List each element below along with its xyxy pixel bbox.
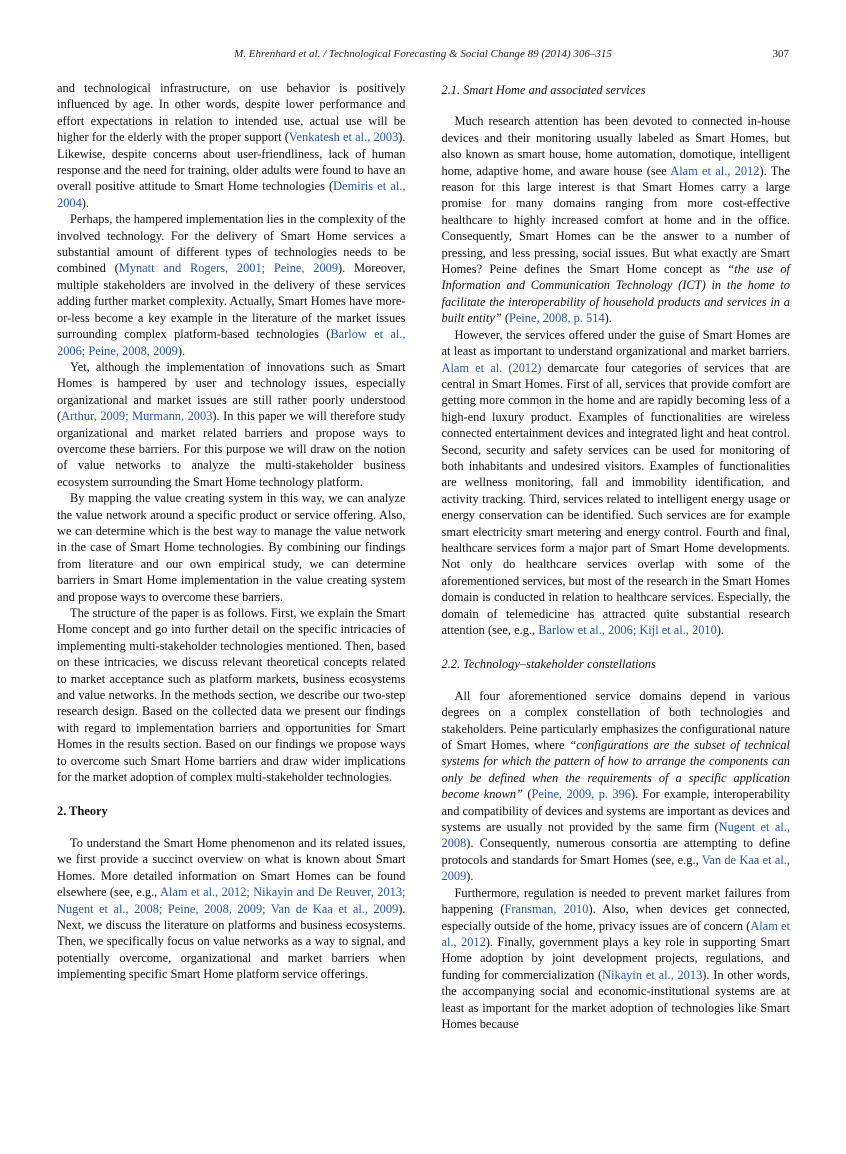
paragraph: [442, 113, 791, 326]
text-run: However, the services offered under the guise of Smart Homes are at least as important to understand organizational and market barriers.: [441, 327, 790, 359]
paragraph: [57, 80, 406, 211]
citation-link[interactable]: Demiris et al., 2004: [57, 179, 406, 210]
text-run: ).: [716, 623, 725, 637]
citation-link[interactable]: Nikayin et al., 2013: [602, 967, 703, 982]
text-run: ). For example, interoperability and compatibility of devices and systems are important as devices and systems are usually not provided by the same firm (: [441, 787, 790, 835]
paragraph: [442, 327, 791, 639]
text-run: ). Next, we discuss the literature on platforms and business ecosystems. Then, we specifically focus on value networks as a way to signal, and potentially overcome, organizational and market barriers when implementing specific Smart Home platform service offerings.: [57, 901, 406, 982]
text-run: ). In this paper we will therefore study organizational and market related barriers and propose ways to overcome these barriers. For this purpose we will draw on the notion of value networks to analyze the multi-stakeholder business ecosystem surrounding the Smart Home technology platform.: [57, 409, 406, 489]
text-run: Yet, although the implementation of innovations such as Smart Homes is hampered by user and technology issues, especially organizational and market issues are still rather poorly understood (: [57, 359, 406, 424]
text-run: ).: [81, 195, 90, 210]
citation-link[interactable]: Barlow et al., 2006; Kijl et al., 2010: [538, 623, 717, 637]
citation-link[interactable]: Alam et al., 2012: [441, 918, 790, 949]
running-title: M. Ehrenhard et al. / Technological Forecasting & Social Change 89 (2014) 306–315: [234, 48, 612, 60]
citation-link[interactable]: Barlow et al., 2006; Peine, 2008, 2009: [57, 327, 406, 358]
text-run: The structure of the paper is as follows. First, we explain the Smart Home concept and go into further detail on the specific intricacies of implementing multi-stakeholder technologies mentioned. Then, based on these intricacies, we discuss relevant theoretical concepts related to market acceptance such as platform markets, business ecosystems and value networks. In the methods section, we describe our two-step research design. Based on the collected data we present our findings with regard to implementation barriers and opportunities for Smart Homes in the results section. Based on our findings we propose ways to overcome such Smart Home barriers and draw wider implications for the market adoption of complex multi-stakeholder technologies.: [57, 606, 406, 785]
citation-link[interactable]: Mynatt and Rogers, 2001; Peine, 2009: [118, 261, 339, 276]
left-column: [57, 80, 406, 1032]
text-run: (: [522, 787, 532, 802]
quoted-definition: “configurations are the subset of technical systems for which the pattern of how to arrange the components can only be defined when the requirements of a specific application become known”: [441, 738, 791, 802]
text-run: and technological infrastructure, on use behavior is positively influenced by age. In other words, despite lower performance and effort expectations in relation to intended use, actual use will be higher for the elderly with the proper support (: [57, 81, 406, 145]
paragraph: [57, 835, 406, 983]
paragraph: [442, 688, 791, 885]
text-run: ).: [466, 869, 474, 884]
running-header: [57, 48, 789, 64]
text-run: ).: [177, 343, 186, 358]
text-run: (: [501, 311, 509, 326]
text-run: Perhaps, the hampered implementation lies in the complexity of the involved technology. For the delivery of Smart Home services a substantial amount of different types of technologies needs to be combined (: [57, 212, 406, 276]
paragraph: [57, 211, 406, 359]
text-run: ). Likewise, despite concerns about user-friendliness, lack of human response and the need for training, older adults were found to have an overall positive attitude to Smart Home technologies (: [57, 130, 406, 194]
citation-link[interactable]: Arthur, 2009; Murmann, 2003: [61, 409, 213, 424]
paragraph: [442, 885, 791, 1033]
citation-link[interactable]: Alam et al., 2012; Nikayin and De Reuver, 2013; Nugent et al., 2008; Peine, 2008, 2009; Van de Kaa et al., 2009: [57, 885, 406, 916]
citation-link[interactable]: Peine, 2008, p. 514: [508, 311, 605, 326]
text-run: To understand the Smart Home phenomenon and its related issues, we first provide a succinct overview on what is known about Smart Homes. More detailed information on Smart Homes can be found elsewhere (see, e.g.,: [57, 835, 406, 900]
text-run: ). Consequently, numerous consortia are attempting to define protocols and standards for Smart Homes (see, e.g.,: [441, 836, 790, 867]
text-run: ). Also, when devices get connected, especially outside of the home, privacy issues are of concern (: [441, 902, 791, 933]
citation-link[interactable]: Venkatesh et al., 2003: [288, 130, 399, 145]
citation-link[interactable]: Peine, 2009, p. 396: [531, 787, 631, 802]
text-run: All four aforementioned service domains depend in various degrees on a complex constellation of both technologies and stakeholders. Peine particularly emphasizes the configurational nature of Smart Homes, where: [441, 688, 790, 753]
text-run: ). Finally, government plays a key role in supporting Smart Home adoption by joint development projects, regulations, and funding for commercialization (: [441, 934, 790, 982]
text-run: Furthermore, regulation is needed to prevent market failures from happening (: [441, 885, 790, 917]
text-run: By mapping the value creating system in this way, we can analyze the value network around a specific product or service offering. Also, we can determine which is the best way to manage the value network in the case of Smart Home technologies. By combining our findings from literature and our own empirical study, we can determine barriers in Smart Home implementation in the value creating system and propose ways to overcome these barriers.: [57, 491, 406, 604]
citation-link[interactable]: Van de Kaa et al., 2009: [441, 852, 790, 884]
citation-link[interactable]: Fransman, 2010: [504, 902, 589, 917]
paragraph: [57, 490, 406, 605]
paragraph: [57, 359, 406, 490]
page-number: 307: [772, 48, 789, 60]
text-run: Much research attention has been devoted to connected in-house devices and their monitoring usually labeled as Smart Homes, but also known as smart house, home automation, domotique, intelligent home, adaptive home, and aware house (see: [441, 114, 790, 178]
text-run: ). Moreover, multiple stakeholders are involved in the delivery of these services adding further market complexity. Actually, Smart Homes have more-or-less become a key example in the literature of the market issues surrounding complex platform-based technologies (: [57, 261, 406, 342]
citation-link[interactable]: Alam et al., 2012: [670, 163, 760, 178]
section-heading: 2. Theory: [57, 804, 108, 819]
citation-link[interactable]: Nugent et al., 2008: [441, 820, 790, 851]
paragraph: [57, 605, 406, 785]
text-run: ). The reason for this large interest is that Smart Homes carry a large promise for many domains ranging from more cost-effective healthcare to highly increased comfort at home and in the office. Consequently, Smart Homes can be the answer to a number of pressing, and less pressing, social issues. But what exactly are Smart Homes? Peine defines the Smart Home concept as: [441, 163, 790, 277]
right-column: [442, 80, 791, 1032]
text-run: ).: [604, 311, 612, 326]
section-heading: 2.2. Technology–stakeholder constellations: [441, 657, 656, 672]
two-column-body: [57, 80, 790, 1032]
citation-link[interactable]: Alam et al. (2012): [441, 360, 542, 375]
quoted-definition: “the use of Information and Communication Technology (ICT) in the home to facilitate the interoperability of household products and services in a built entity”: [441, 262, 790, 326]
section-heading: 2.1. Smart Home and associated services: [441, 83, 646, 97]
text-run: demarcate four categories of services that are central in Smart Homes. First of all, services that provide comfort are getting more common in the home and are rapidly becoming less of a high-end luxury product. Examples of functionalities are wireless connected entertainment devices and integrated light and heat control. Second, security and safety services can be used for monitoring of both inhabitants and undesired visitors. Examples of functionalities are wellness monitoring, fall and immobility identification, and activity tracking. Third, services related to intelligent energy usage or energy conservation can be identified. Such services are for example smart electricity smart metering and energy control. Fourth and final, healthcare services form a major part of Smart Home developments. Not only do healthcare services overlap with some of the aforementioned services, but most of the research in the Smart Homes domain is conducted in relation to healthcare services. Especially, the domain of telemedicine has attracted quite substantial research attention (see, e.g.,: [441, 360, 790, 637]
text-run: ). In other words, the accompanying social and economic-institutional systems are at least as important for the market adoption of technologies like Smart Homes because: [441, 967, 790, 1031]
